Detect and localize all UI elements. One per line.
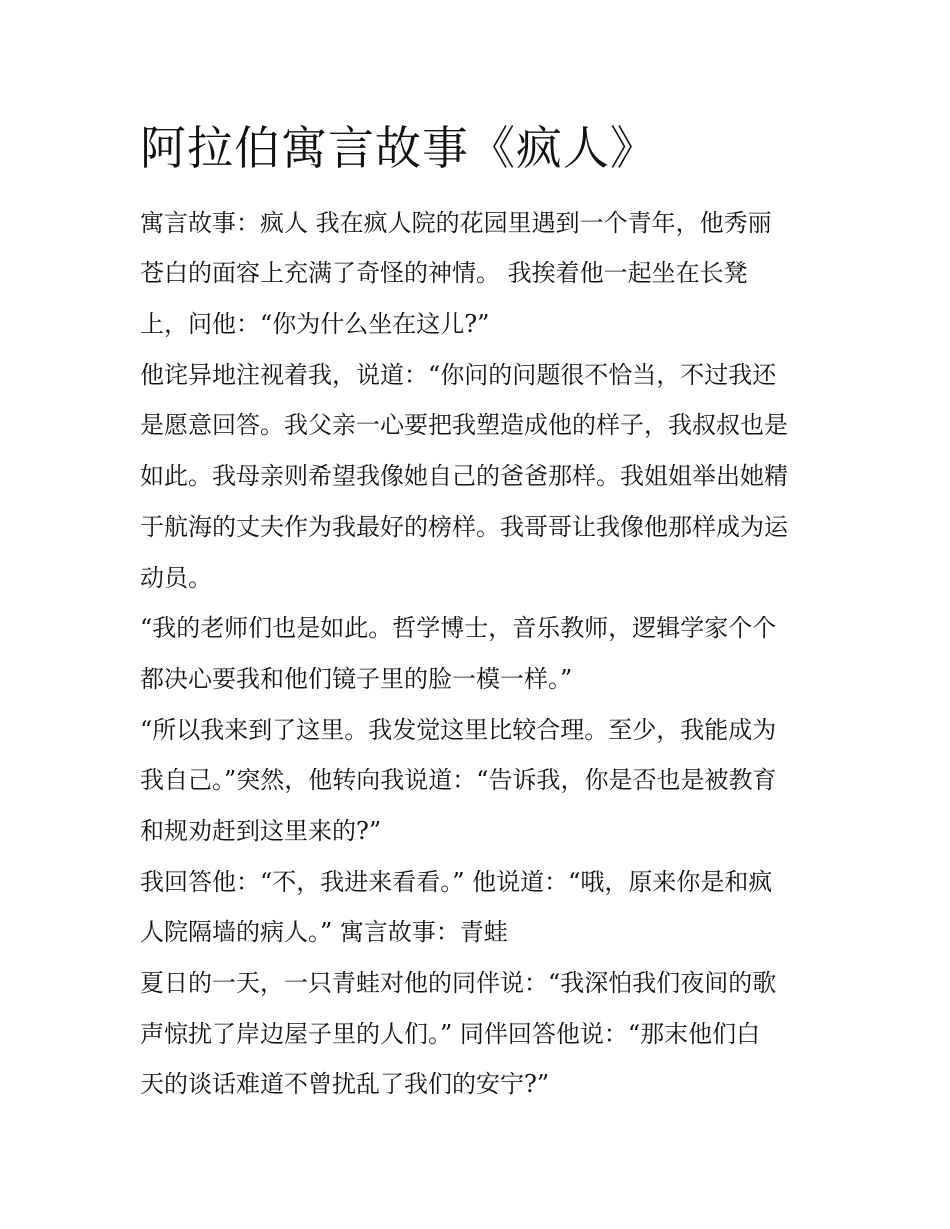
text-line: 天的谈话难道不曾扰乱了我们的安宁?” xyxy=(140,1070,550,1098)
text-line: 声惊扰了岸边屋子里的人们。” 同伴回答他说：“那末他们白 xyxy=(140,1020,761,1048)
text-line: 夏日的一天，一只青蛙对他的同伴说：“我深怕我们夜间的歌 xyxy=(140,969,777,997)
text-line: 寓言故事：疯人 我在疯人院的花园里遇到一个青年，他秀丽 xyxy=(140,209,772,237)
text-line: 和规劝赶到这里来的?” xyxy=(140,817,382,845)
text-line: 上，问他：“你为什么坐在这儿?” xyxy=(140,310,490,338)
text-line: 都决心要我和他们镜子里的脸一模一样。” xyxy=(140,665,573,693)
text-line: 是愿意回答。我父亲一心要把我塑造成他的样子，我叔叔也是 xyxy=(140,411,788,439)
text-line: 苍白的面容上充满了奇怪的神情。 我挨着他一起坐在长凳 xyxy=(140,259,748,287)
text-line: “所以我来到了这里。我发觉这里比较合理。至少，我能成为 xyxy=(140,716,777,744)
text-line: 我回答他：“不，我进来看看。” 他说道：“哦，原来你是和疯 xyxy=(140,868,773,896)
text-line: 如此。我母亲则希望我像她自己的爸爸那样。我姐姐举出她精 xyxy=(140,462,788,490)
text-line: 他诧异地注视着我，说道：“你问的问题很不恰当，不过我还 xyxy=(140,361,777,389)
text-line: 于航海的丈夫作为我最好的榜样。我哥哥让我像他那样成为运 xyxy=(140,513,788,541)
text-line: 人院隔墙的病人。” 寓言故事：青蛙 xyxy=(140,918,508,946)
document-title: 阿拉伯寓言故事《疯人》 xyxy=(140,121,657,175)
text-line: 我自己。”突然，他转向我说道：“告诉我，你是否也是被教育 xyxy=(140,766,777,794)
text-line: “我的老师们也是如此。哲学博士，音乐教师，逻辑学家个个 xyxy=(140,614,777,642)
text-line: 动员。 xyxy=(140,564,212,592)
